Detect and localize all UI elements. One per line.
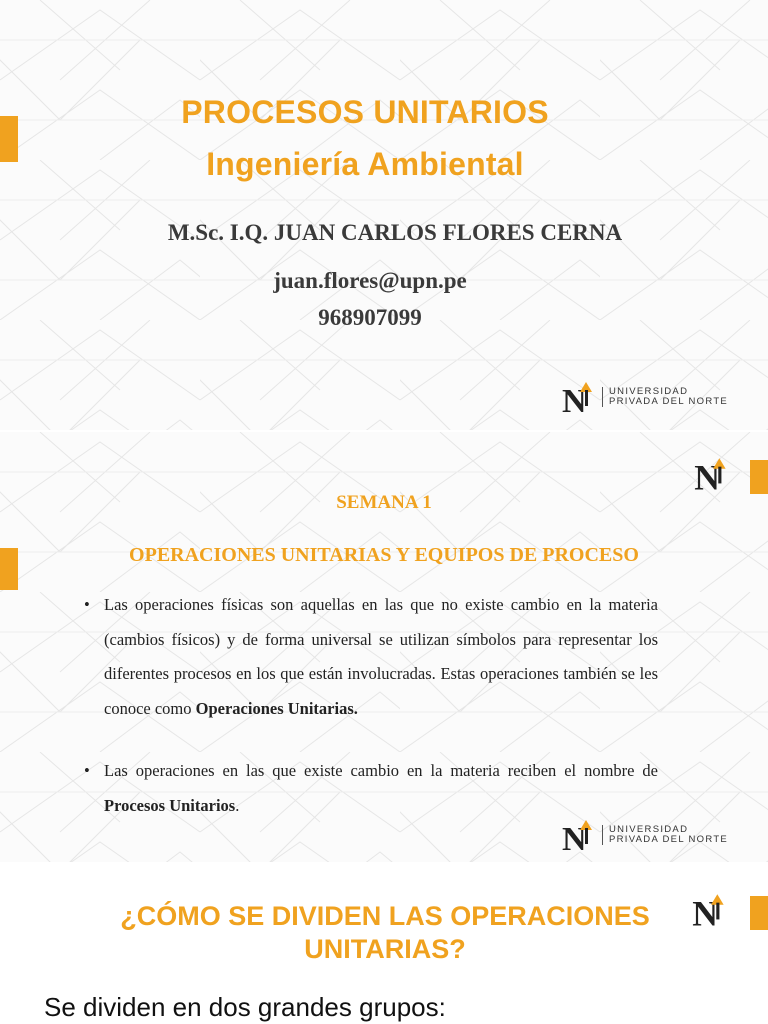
logo-line-1: UNIVERSIDAD xyxy=(609,824,689,835)
section-heading: OPERACIONES UNITARIAS Y EQUIPOS DE PROCESO xyxy=(129,544,639,566)
intro-text: Se dividen en dos grandes grupos: xyxy=(44,992,446,1022)
upn-n-icon xyxy=(562,376,596,418)
bullet-2-end: . xyxy=(235,795,240,815)
question-line-1: ¿CÓMO SE DIVIDEN LAS OPERACIONES xyxy=(120,901,650,931)
question-heading xyxy=(90,900,680,966)
logo-line-2: PRIVADA DEL NORTE xyxy=(609,834,729,845)
accent-bar-right xyxy=(750,896,768,930)
university-logo xyxy=(562,376,728,418)
title-slide xyxy=(0,0,768,432)
list-item xyxy=(82,588,658,726)
course-subtitle: Ingeniería Ambiental xyxy=(206,146,524,182)
bullet-list xyxy=(82,588,658,823)
question-slide xyxy=(0,864,768,1024)
email-text: juan.flores@upn.pe xyxy=(273,268,467,293)
background-pattern xyxy=(0,0,768,432)
upn-n-icon xyxy=(562,814,596,856)
university-logo xyxy=(562,814,728,856)
content-slide xyxy=(0,432,768,864)
week-label: SEMANA 1 xyxy=(336,492,432,513)
logo-line-1: UNIVERSIDAD xyxy=(609,386,689,397)
upn-n-icon xyxy=(694,452,730,496)
question-line-2: UNITARIAS? xyxy=(304,934,466,964)
bullet-2-text: Las operaciones en las que existe cambio en la materia reciben el nombre de xyxy=(104,761,658,780)
upn-n-icon xyxy=(692,888,728,932)
list-item xyxy=(82,754,658,823)
bullet-2-bold: Procesos Unitarios xyxy=(104,795,236,815)
accent-bar-right xyxy=(750,460,768,494)
presenter-name: M.Sc. I.Q. JUAN CARLOS FLORES CERNA xyxy=(167,220,623,245)
logo-line-2: PRIVADA DEL NORTE xyxy=(609,396,729,407)
bullet-1-text: Las operaciones físicas son aquellas en las que no existe cambio en la materia (cambios físicos) y de forma universal se utilizan símbolos para representar los diferentes procesos en los que están involucradas. Estas operaciones también se les conoce como xyxy=(104,595,658,718)
bullet-1-bold: Operaciones Unitarias. xyxy=(195,698,358,718)
phone-text: 968907099 xyxy=(318,305,422,330)
course-title: PROCESOS UNITARIOS xyxy=(181,94,549,130)
